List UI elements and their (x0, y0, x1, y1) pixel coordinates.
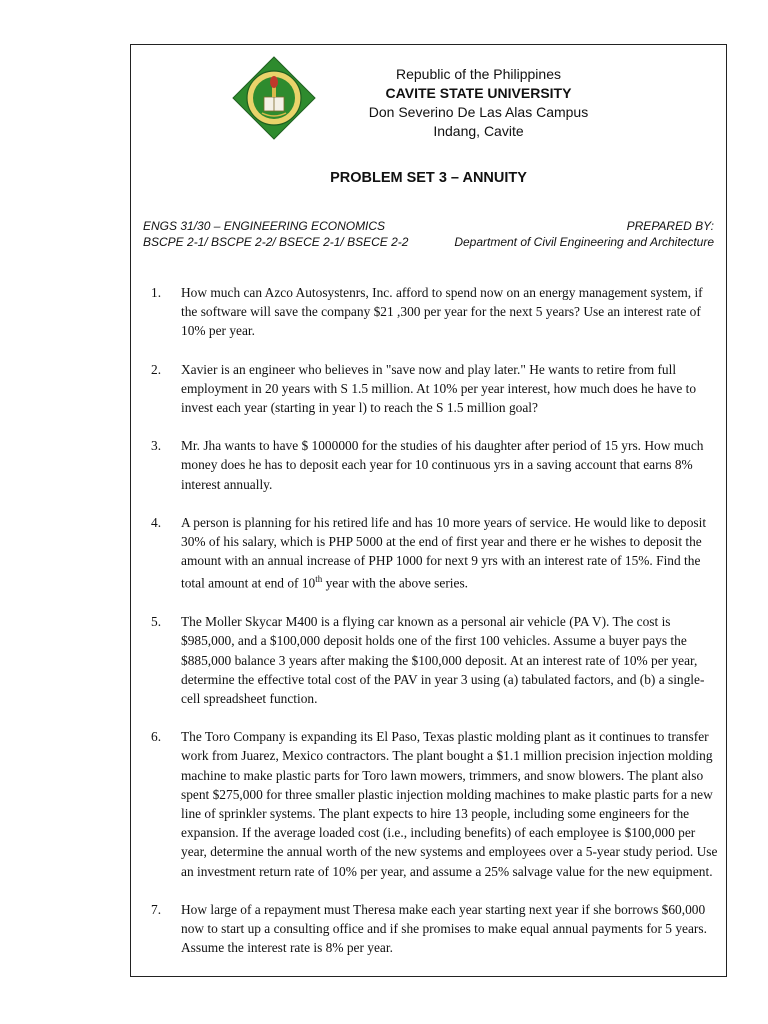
header-university: CAVITE STATE UNIVERSITY (385, 85, 572, 101)
prepared-by-label: PREPARED BY: (626, 219, 714, 233)
problem-number: 1. (151, 285, 162, 300)
problem-list (151, 283, 718, 976)
problem-set-title: PROBLEM SET 3 – ANNUITY (330, 170, 527, 186)
problem-item (151, 727, 718, 881)
problem-text-part: A person is planning for his retired life and has 10 more years of service. He would like to deposit 30% of his salary, which is PHP 5000 at the end of first year and there er he wishes to deposit the amount with an annual increase of PHP 1000 for next 9 yrs with an interest rate of 15%. Find the total amount at end of 10 (181, 514, 707, 591)
problem-text (181, 513, 718, 593)
course-code: ENGS 31/30 – ENGINEERING ECONOMICS (143, 219, 386, 233)
problem-text-part: year with the above series. (322, 575, 469, 591)
course-info (143, 218, 714, 250)
ordinal-suffix: th (315, 574, 323, 585)
problem-item (151, 436, 718, 494)
problem-number: 7. (151, 901, 162, 917)
problem-item (151, 360, 718, 418)
problem-item (151, 513, 718, 593)
header-location: Indang, Cavite (433, 123, 524, 139)
course-sections: BSCPE 2-1/ BSCPE 2-2/ BSECE 2-1/ BSECE 2-2 (143, 235, 409, 249)
header-republic: Republic of the Philippines (396, 66, 561, 82)
problem-number: 3. (151, 438, 162, 454)
problem-text: Xavier is an engineer who believes in "save now and play later." He wants to retire from full employment in 20 years with S 1.5 million. At 10% per year interest, how much does he have to invest each year (starting in year l) to reach the S 1.5 million goal? (181, 361, 697, 416)
problem-text: The Moller Skycar M400 is a flying car known as a personal air vehicle (PA V). The cost is $985,000, and a $100,000 deposit holds one of the first 100 vehicles. Assume a buyer pays the $885,000 balance 3 years after making the $100,000 deposit. At an interest rate of 10% per year, determine the effective total cost of the PAV in year 3 using (a) tabulated factors, and (b) a single-cell spreadsheet function. (181, 614, 705, 706)
problem-item (151, 900, 718, 958)
header-campus: Don Severino De Las Alas Campus (368, 104, 589, 120)
problem-text: Mr. Jha wants to have $ 1000000 for the studies of his daughter after period of 15 yrs. How much money does he has to deposit each year for 10 continuous yrs in a saving account that earns 8% interest annually. (181, 438, 704, 492)
document-page (130, 44, 727, 977)
problem-number: 6. (151, 729, 162, 745)
problem-number: 4. (151, 514, 162, 530)
problem-number: 2. (151, 361, 162, 377)
problem-text: How much can Azco Autosystenrs, Inc. afford to spend now on an energy management system, if the software will save the company $21 ,300 per year for the next 5 years? Use an interest rate of 10% per year. (181, 285, 703, 339)
problem-item (151, 283, 718, 341)
problem-number: 5. (151, 614, 162, 630)
problem-item (151, 612, 718, 708)
institution-header (131, 65, 726, 141)
problem-text: The Toro Company is expanding its El Paso, Texas plastic molding plant as it continues to transfer work from Juarez, Mexico contractors. The plant bought a $1.1 million precision injection molding machine to make plastic parts for Toro lawn mowers, trimmers, and snow blowers. The plant also spent $275,000 for three smaller plastic injection molding machines to make plastic parts for a new line of sprinkler systems. The plant expects to hire 13 people, including some engineers for the expansion. If the average loaded cost (i.e., including benefits) of each employee is $100,000 per year, determine the annual worth of the new systems and employees over a 5-year study period. Use an investment return rate of 10% per year, and assume a 25% salvage value for the new equipment. (181, 729, 718, 879)
department-name: Department of Civil Engineering and Architecture (454, 235, 714, 249)
problem-text: How large of a repayment must Theresa make each year starting next year if she borrows $60,000 now to start up a consulting office and if she promises to make equal annual payments for 5 years. Assume the interest rate is 8% per year. (181, 901, 707, 956)
